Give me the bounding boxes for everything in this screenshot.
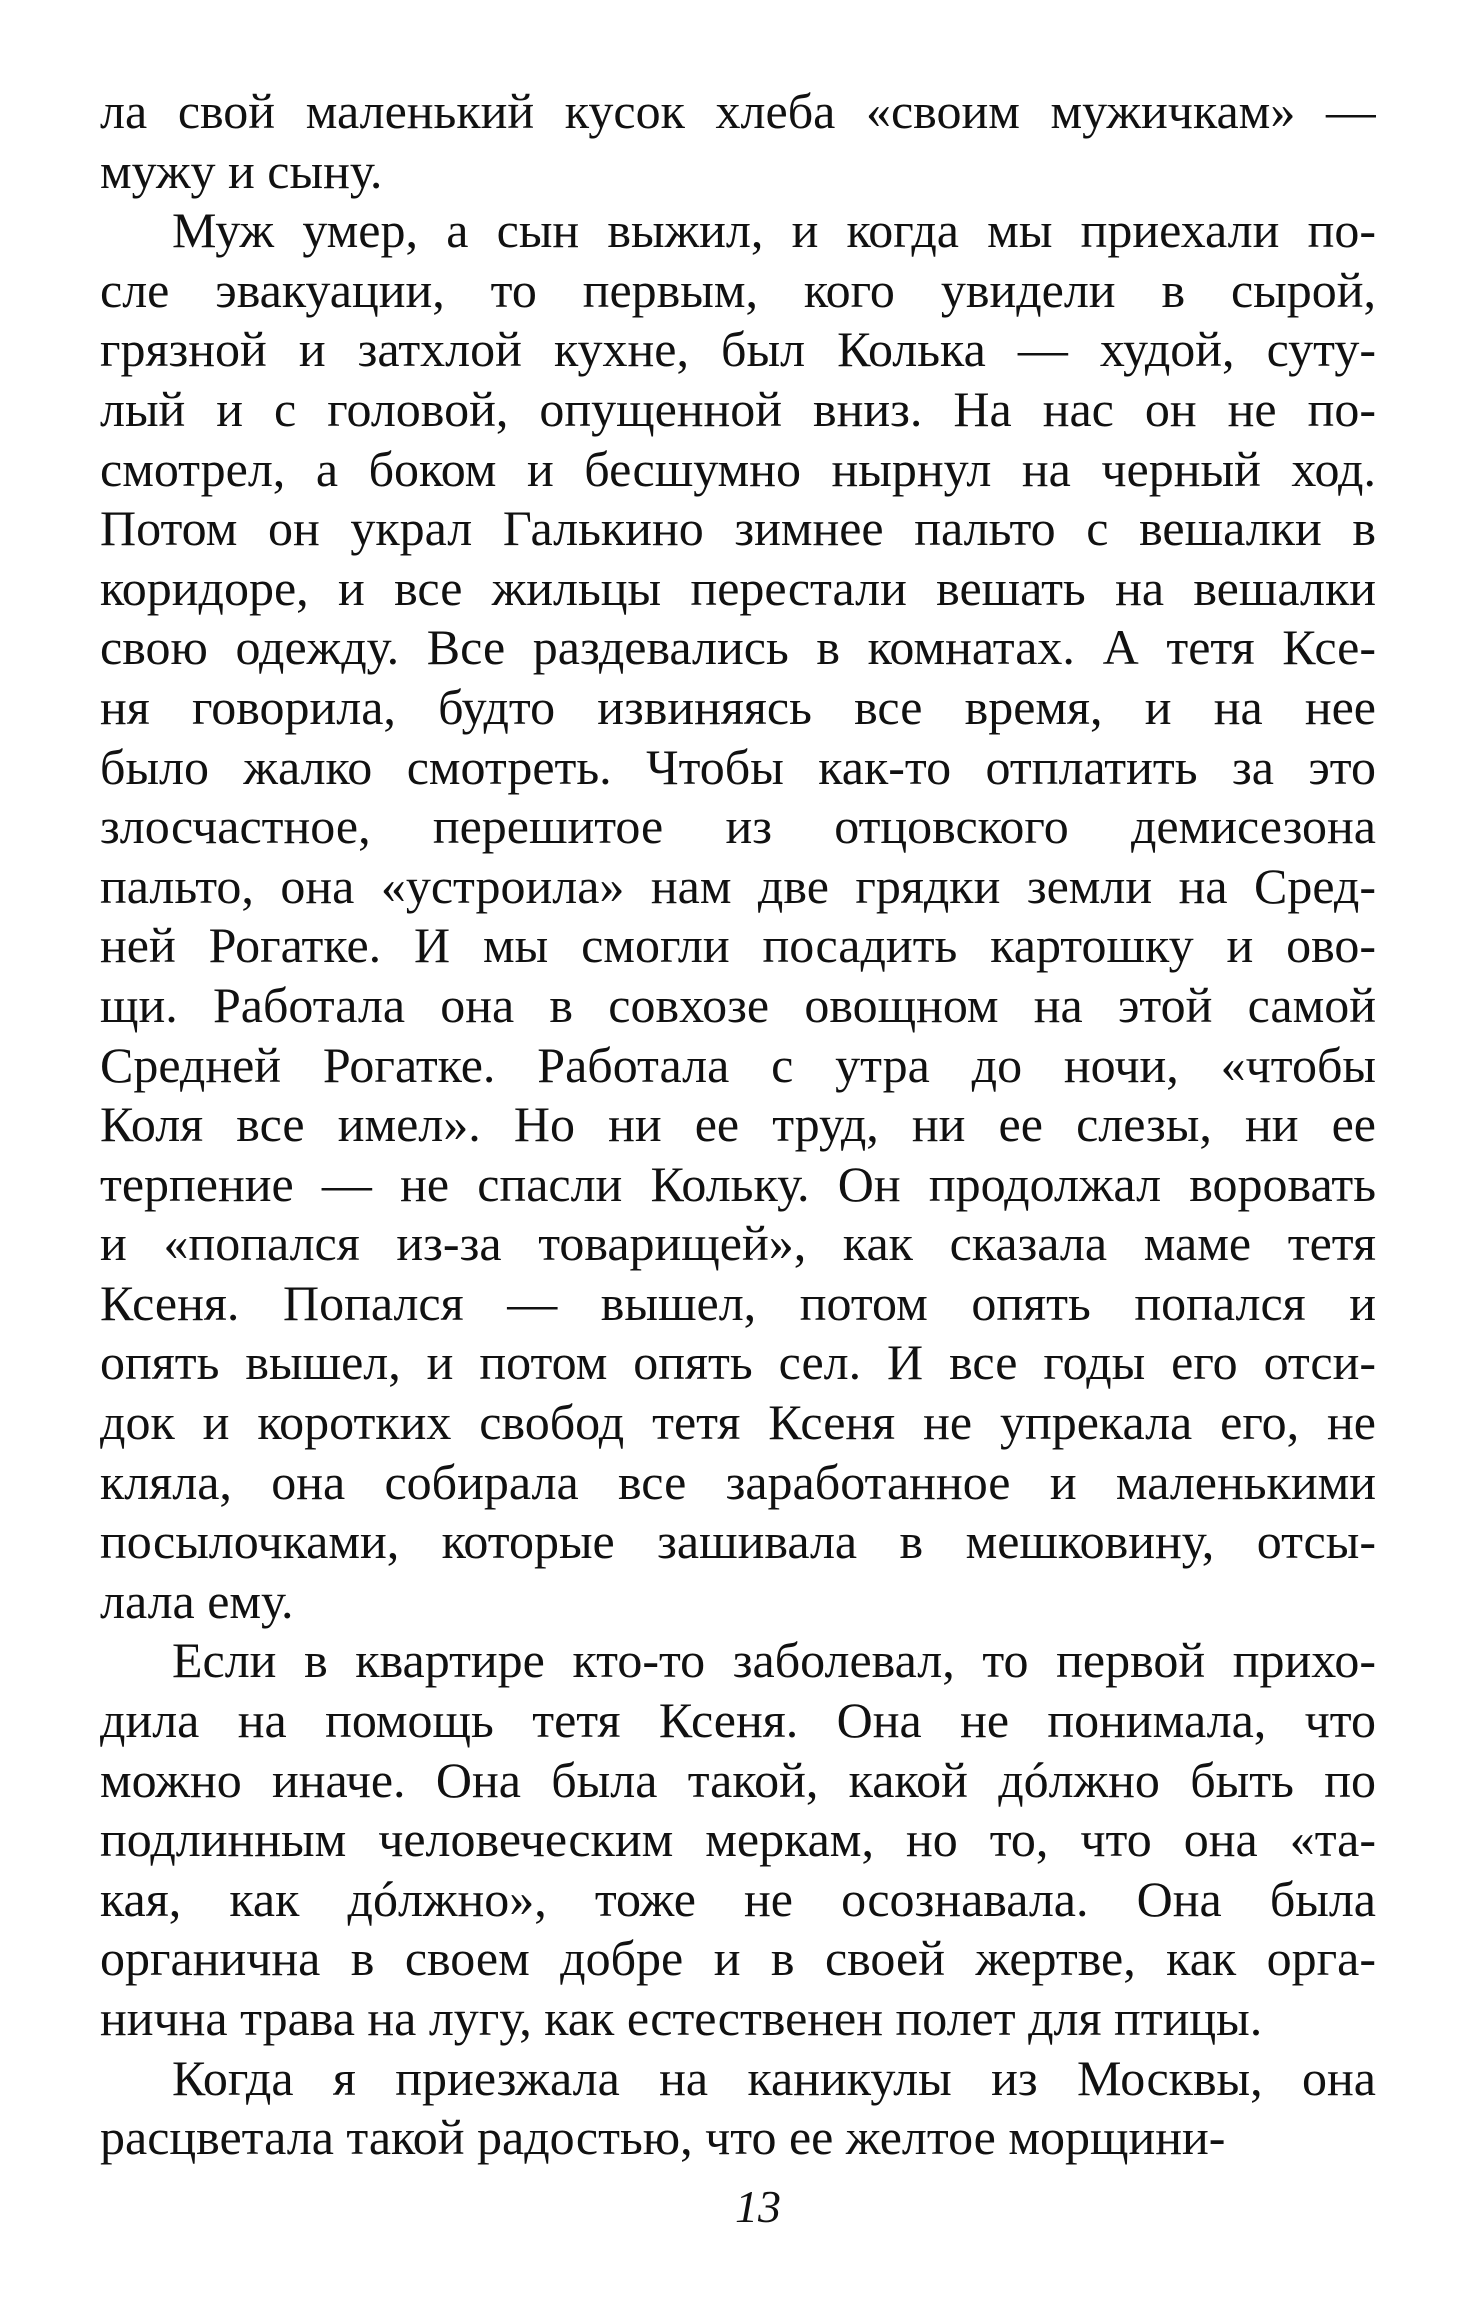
text-line [100,916,1376,976]
text-line-content: смотрел, а боком и бесшумно нырнул на черный ход. [100,440,1376,497]
text-line-content: грязной и затхлой кухне, был Колька — худой, суту- [100,321,1376,378]
text-line-content: Если в квартире кто-то заболевал, то первой прихо- [172,1632,1376,1689]
text-line-content: ня говорила, будто извиняясь все время, и на нее [100,678,1376,735]
text-line [100,142,1376,202]
text-line [100,380,1376,440]
text-line [100,976,1376,1036]
text-line-content: лый и с головой, опущенной вниз. На нас он не по- [100,380,1376,437]
text-line-content: подлинным человеческим меркам, но то, что она «та- [100,1811,1376,1868]
text-line [100,320,1376,380]
text-line [100,1333,1376,1393]
text-line [100,1929,1376,1989]
text-line [100,2049,1376,2109]
text-line-content: посылочками, которые зашивала в мешковину, отсы- [100,1513,1376,1570]
text-line [100,1036,1376,1096]
text-line [100,1810,1376,1870]
text-line-content: можно иначе. Она была такой, какой дóлжно быть по [100,1751,1376,1808]
text-line-content: коридоре, и все жильцы перестали вешать на вешалки [100,559,1376,616]
text-line [100,618,1376,678]
text-line-content: пальто, она «устроила» нам две грядки земли на Сред- [100,857,1376,914]
text-line [100,1870,1376,1930]
body-text [100,82,1376,2168]
text-line-content: Муж умер, а сын выжил, и когда мы приехали по- [172,202,1376,259]
text-line-content: свою одежду. Все раздевались в комнатах. А тетя Ксе- [100,619,1376,676]
text-line-content: ла свой маленький кусок хлеба «своим мужичкам» — [100,83,1376,139]
text-line [100,1751,1376,1811]
text-line [100,82,1376,142]
text-line-content: кляла, она собирала все заработанное и маленькими [100,1453,1376,1510]
text-line-content: опять вышел, и потом опять сел. И все годы его отси- [100,1334,1376,1391]
text-line-content: терпение — не спасли Кольку. Он продолжал воровать [100,1155,1376,1212]
text-line-content: кая, как дóлжно», тоже не осознавала. Она была [100,1870,1376,1927]
text-line-content: органична в своем добре и в своей жертве, как орга- [100,1930,1376,1987]
text-line [100,1274,1376,1334]
text-line [100,559,1376,619]
text-line-content: Средней Рогатке. Работала с утра до ночи, «чтобы [100,1036,1376,1093]
paragraph [100,2049,1376,2168]
text-line [100,440,1376,500]
text-line-content: Когда я приезжала на каникулы из Москвы, она [172,2049,1376,2106]
text-line-content: Ксеня. Попался — вышел, потом опять попался и [100,1274,1376,1331]
page-number: 13 [735,2181,781,2232]
text-line [100,1214,1376,1274]
paragraph [100,82,1376,201]
text-line-content: расцветала такой радостью, что ее желтое морщини- [100,2109,1226,2166]
text-line [100,1631,1376,1691]
text-line-content: лала ему. [100,1572,294,1629]
text-line [100,2108,1376,2168]
text-line-content: мужу и сыну. [100,142,383,199]
text-line-content: док и коротких свобод тетя Ксеня не упрекала его, не [100,1394,1376,1451]
text-line-content: Коля все имел». Но ни ее труд, ни ее слезы, ни ее [100,1096,1376,1153]
text-line [100,201,1376,261]
text-line [100,499,1376,559]
text-line [100,1572,1376,1632]
text-line [100,738,1376,798]
text-line-content: Потом он украл Галькино зимнее пальто с вешалки в [100,500,1376,557]
text-line [100,1155,1376,1215]
text-line-content: было жалко смотреть. Чтобы как-то отплатить за это [100,738,1376,795]
text-line-content: нична трава на лугу, как естественен полет для птицы. [100,1990,1263,2046]
text-line-content: щи. Работала она в совхозе овощном на этой самой [100,976,1376,1033]
text-line-content: злосчастное, перешитое из отцовского демисезона [100,798,1376,855]
paragraph [100,1631,1376,2048]
text-line [100,1512,1376,1572]
text-line [100,1095,1376,1155]
text-line [100,261,1376,321]
text-line [100,797,1376,857]
paragraph [100,201,1376,1631]
text-line-content: дила на помощь тетя Ксеня. Она не понимала, что [100,1692,1376,1749]
text-line [100,1989,1376,2049]
text-line [100,678,1376,738]
text-line [100,1453,1376,1513]
text-line [100,857,1376,917]
text-line-content: и «попался из-за товарищей», как сказала маме тетя [100,1215,1376,1272]
text-line-content: ней Рогатке. И мы смогли посадить картошку и ово- [100,917,1376,974]
text-line [100,1393,1376,1453]
text-line [100,1691,1376,1751]
text-line-content: сле эвакуации, то первым, кого увидели в сырой, [100,261,1376,318]
